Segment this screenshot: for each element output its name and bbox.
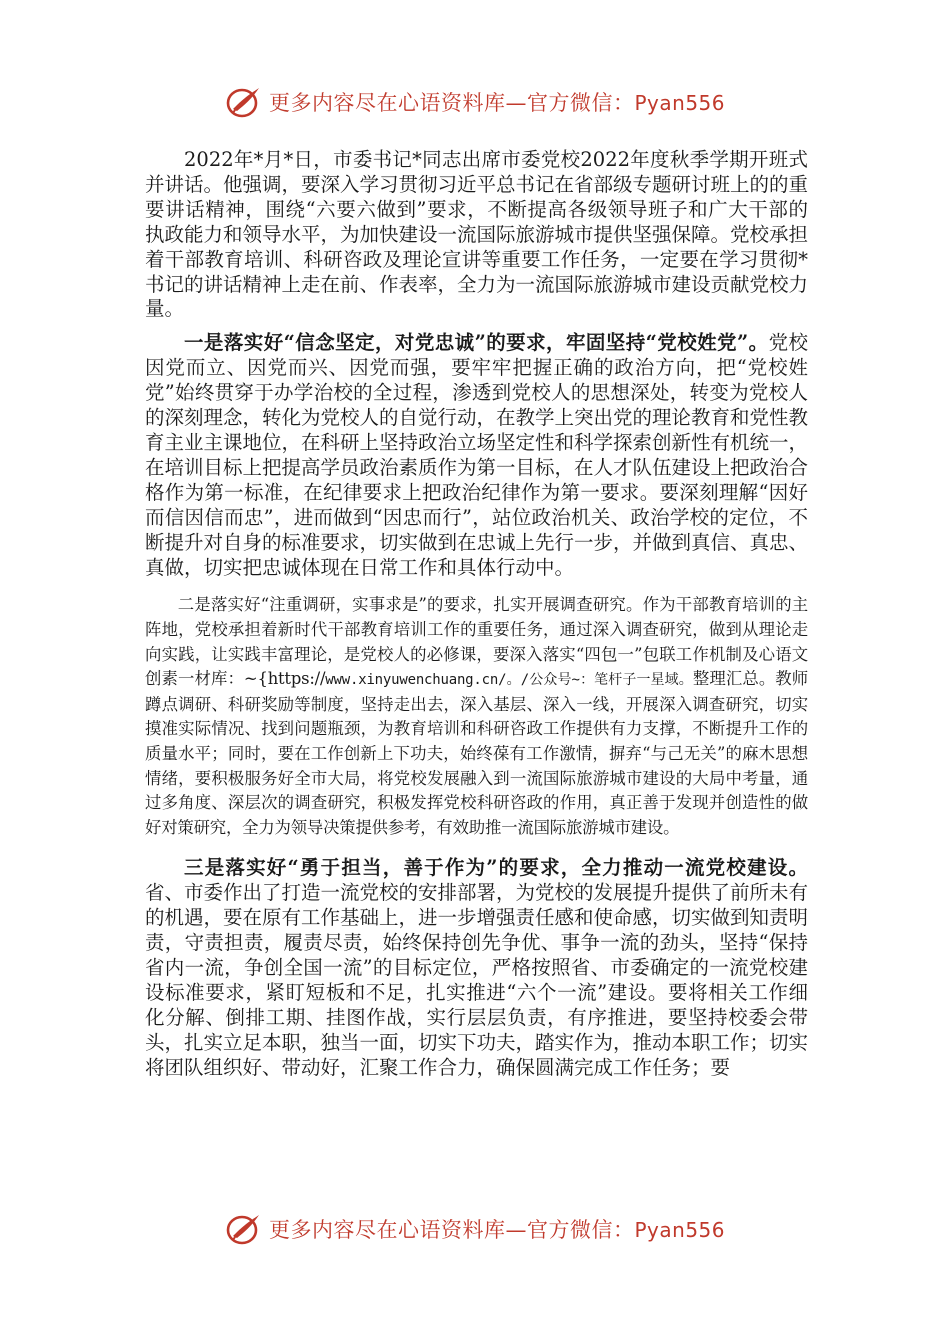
banner-text: 更多内容尽在心语资料库—官方微信：Pyan556: [268, 1218, 725, 1242]
section-one-heading: 一是落实好“信念坚定，对党忠诚”的要求，牢固坚持“党校姓党”。: [184, 331, 769, 355]
section-two-url: www.xinyuwenchuang.cn/。/公众号~：笔杆子一星域。: [325, 672, 693, 689]
section-three-heading: 三是落实好“勇于担当，善于作为”的要求，全力推动一流党校建设。: [184, 856, 808, 880]
quill-logo-icon: [225, 85, 263, 119]
banner-text: 更多内容尽在心语资料库—官方微信：Pyan556: [268, 91, 725, 115]
section-three-body: 省、市委作出了打造一流党校的安排部署，为党校的发展提升提供了前所未有的机遇，要在原有工作基础上，进一步增强责任感和使命感，切实做到知责明责，守责担责，履责尽责，始终保持创先争优、事争一流的劲头，坚持“保持省内一流，争创全国一流”的目标定位，严格按照省、市委确定的一流党校建设标准要求，紧盯短板和不足，扎实推进“六个一流”建设。要将相关工作细化分解、倒排工期、挂图作战，实行层层负责，有序推进，要坚持校委会带头，扎实立足本职，独当一面，切实下功夫，踏实作为，推动本职工作；切实将团队组织好、带动好，汇聚工作合力，确保圆满完成工作任务；要: [145, 881, 809, 1079]
paragraph-section-three: [145, 856, 808, 1080]
paragraph-section-one: [145, 331, 808, 580]
header-banner: [0, 82, 950, 122]
footer-banner: [0, 1209, 950, 1249]
section-two-text-a: 二是落实好“注重调研，实事求是”的要求，扎实开展调查研究。作为干部教育培训的主阵地，党校承担着新时代干部教育培训工作的重要任务，通过深入调查研究，做到从理论走向实践，让实践丰富理论，是党校人的必修课，要深入落实“四包一”包联工作机制及心语文创素一材库：~{https://: [145, 595, 808, 689]
paragraph-intro: 2022年*月*日，市委书记*同志出席市委党校2022年度秋季学期开班式并讲话。他强调，要深入学习贯彻习近平总书记在省部级专题研讨班上的的重要讲话精神，围绕“六要六做到”要求，不断提高各级领导班子和广大干部的执政能力和领导水平，为加快建设一流国际旅游城市提供坚强保障。党校承担着干部教育培训、科研咨政及理论宣讲等重要工作任务，一定要在学习贯彻*书记的讲话精神上走在前、作表率，全力为一流国际旅游城市建设贡献党校力量。: [145, 148, 809, 321]
section-two-text-b: 整理汇总。教师蹲点调研、科研奖励等制度，坚持走出去，深入基层、深入一线，开展深入调查研究，切实摸准实际情况、找到问题瓶颈，为教育培训和科研咨政工作提供有力支撑，不断提升工作的质量水平；同时，要在工作创新上下功夫，始终葆有工作激情，摒弃“与己无关”的麻木思想情绪，要积极服务好全市大局，将党校发展融入到一流国际旅游城市建设的大局中考量，通过多角度、深层次的调查研究，积极发挥党校科研咨政的作用，真正善于发现并创造性的做好对策研究，全力为领导决策提供参考，有效助推一流国际旅游城市建设。: [145, 669, 808, 837]
document-body: [145, 148, 808, 1081]
paragraph-section-two: [145, 593, 808, 840]
section-one-body: 党校因党而立、因党而兴、因党而强，要牢牢把握正确的政治方向，把“党校姓党”始终贯穿于办学治校的全过程，渗透到党校人的思想深处，转变为党校人的深刻理念，转化为党校人的自觉行动，在教学上突出党的理论教育和党性教育主业主课地位，在科研上坚持政治立场坚定性和科学探索创新性有机统一，在培训目标上把提高学员政治素质作为第一目标，在人才队伍建设上把政治合格作为第一标准，在纪律要求上把政治纪律作为第一要求。要深刻理解“因好而信因信而忠”，进而做到“因忠而行”，站位政治机关、政治学校的定位，不断提升对自身的标准要求，切实做到在忠诚上先行一步，并做到真信、真忠、真做，切实把忠诚体现在日常工作和具体行动中。: [145, 331, 809, 579]
wechat-id: Pyan556: [634, 91, 725, 115]
wechat-id: Pyan556: [634, 1218, 725, 1242]
quill-logo-icon: [225, 1212, 263, 1246]
